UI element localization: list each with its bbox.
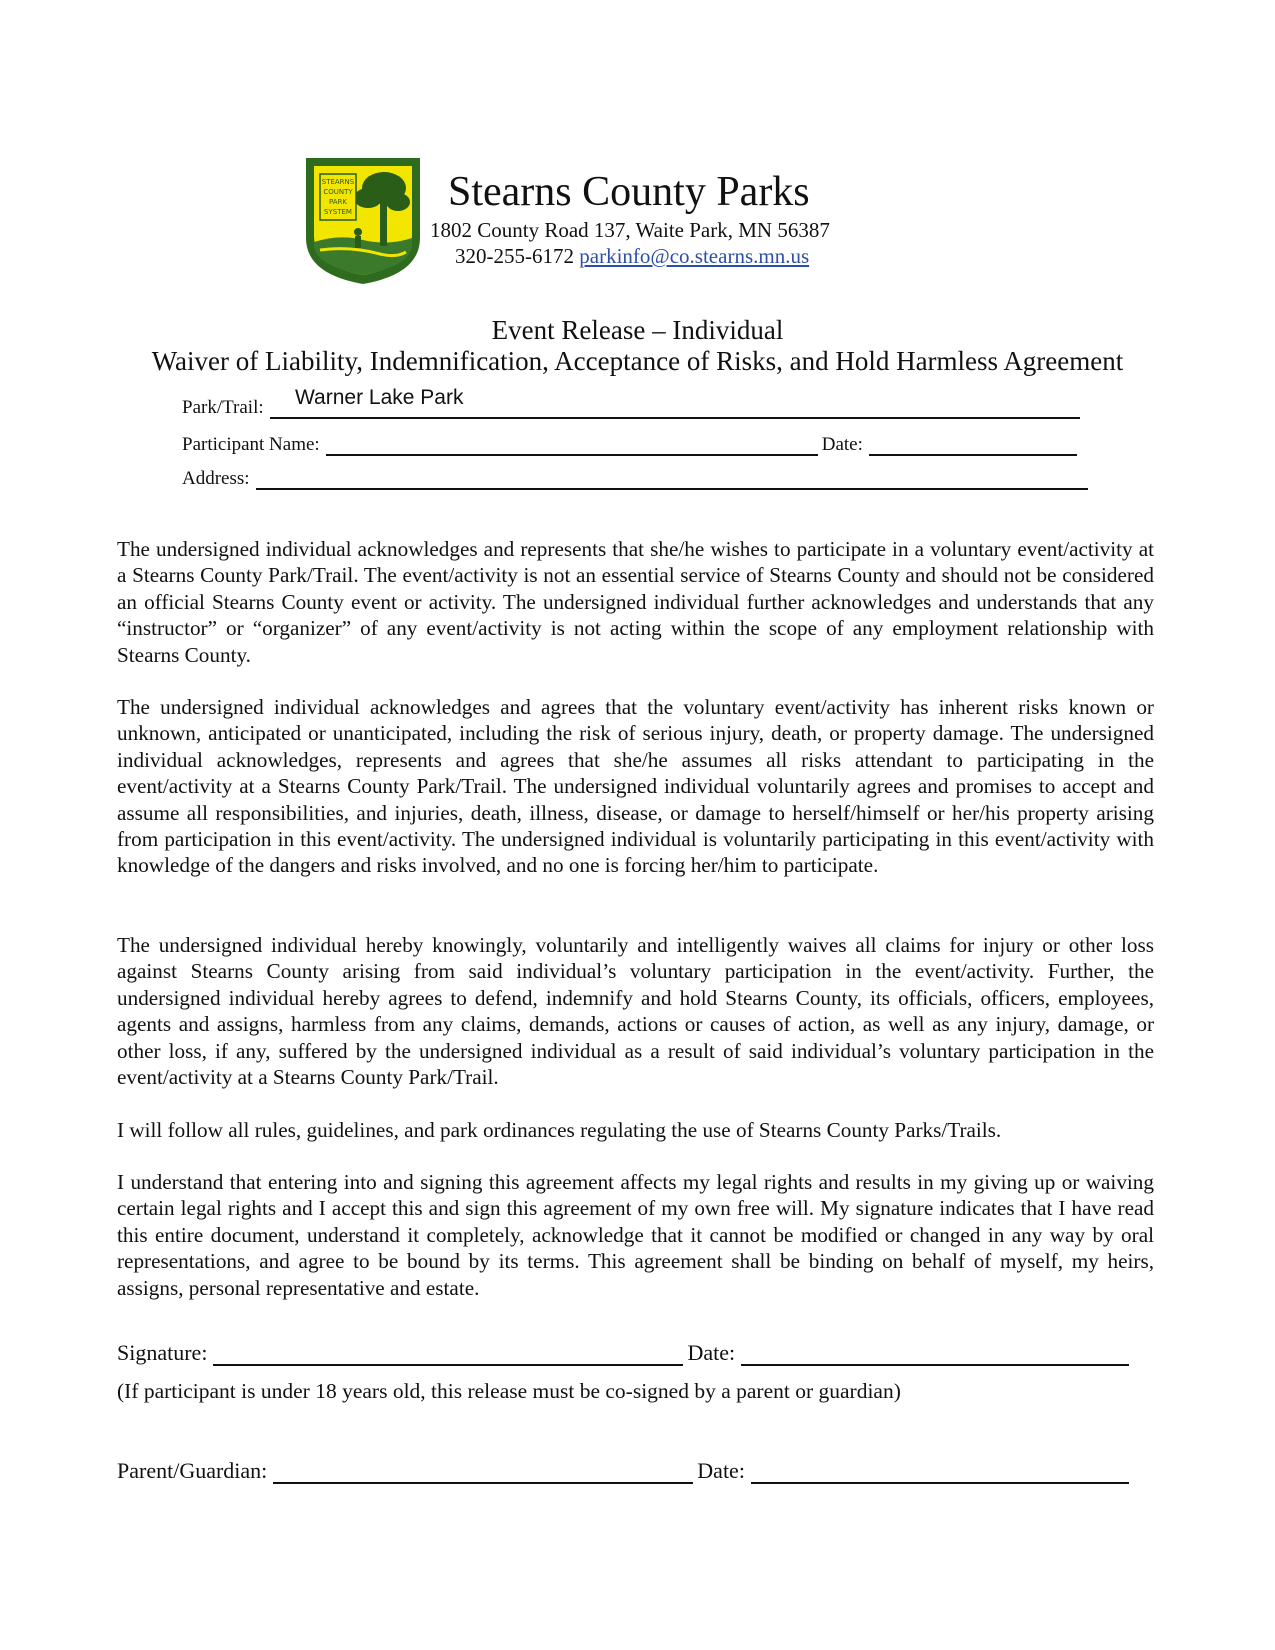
signature-date-input[interactable] [741,1342,1129,1366]
signature-date-label: Date: [687,1340,736,1365]
paragraph-rules: I will follow all rules, guidelines, and park ordinances regulating the use of Stearns County Parks/Trails. [117,1118,1002,1142]
participant-date-label: Date: [821,434,863,455]
org-email-link[interactable]: parkinfo@co.stearns.mn.us [579,244,810,268]
guardian-date-input[interactable] [751,1460,1129,1484]
paragraph-waiver: The undersigned individual hereby knowingly, voluntarily and intelligently waives all claims for injury or other loss against Stearns County arising from said individual’s voluntary participation in the event/activity. Further, the undersigned individual hereby agrees to defend, indemnify and hold Stearns County, its officials, officers, employees, agents and assigns, harmless from any claims, demands, actions or causes of action, as well as any injury, damage, or other loss, if any, suffered by the undersigned individual as a result of said individual’s voluntary participation in the event/activity at a Stearns County Park/Trail. [117,933,1154,1090]
minor-cosign-note: (If participant is under 18 years old, this release must be co-signed by a parent or guardian) [117,1379,901,1403]
participant-name-label: Participant Name: [182,434,320,455]
paragraph-risks: The undersigned individual acknowledges and agrees that the voluntary event/activity has inherent risks known or unknown, anticipated or unanticipated, including the risk of serious injury, death, or property damage. The undersigned individual acknowledges, represents and agrees that she/he assumes all risks attendant to participating in the event/activity at a Stearns County Park/Trail. The undersigned individual voluntarily agrees and promises to accept and assume all responsibilities, and injuries, death, illness, disease, or damage to herself/himself or her/his property arising from participation in this event/activity. The undersigned individual is voluntarily participating in this event/activity with knowledge of the dangers and risks involved, and no one is forcing her/him to participate. [117,695,1154,878]
logo-text-line: COUNTY [323,188,353,196]
participant-date-input[interactable] [869,434,1077,456]
guardian-row [117,1458,1129,1484]
guardian-date-label: Date: [697,1458,745,1483]
document-title: Event Release – Individual [491,315,784,345]
address-field [182,468,1088,490]
org-contact [455,243,809,269]
signature-label: Signature: [117,1340,208,1365]
paragraph-agreement: I understand that entering into and signing this agreement affects my legal rights and results in my giving up or waiving certain legal rights and I accept this and sign this agreement of my own free will. My signature indicates that I have read this entire document, understand it completely, acknowledge that it cannot be modified or changed in any way by oral representations, and agree to be bound by its terms. This agreement shall be binding on behalf of myself, my heirs, assigns, personal representative and estate. [117,1170,1154,1300]
park-trail-value[interactable]: Warner Lake Park [295,386,464,409]
signature-input[interactable] [213,1342,683,1366]
address-input[interactable] [256,468,1088,490]
org-address: 1802 County Road 137, Waite Park, MN 56387 [430,218,830,242]
participant-name-field [182,434,1077,456]
logo-text-line: SYSTEM [324,208,352,216]
park-trail-label: Park/Trail: [182,397,264,418]
logo-text-line: PARK [328,198,348,206]
org-phone: 320-255-6172 [455,244,574,268]
signature-row [117,1340,1129,1366]
address-label: Address: [182,468,250,489]
document-subtitle: Waiver of Liability, Indemnification, Acceptance of Risks, and Hold Harmless Agreement [151,346,1124,376]
guardian-signature-input[interactable] [273,1460,693,1484]
guardian-label: Parent/Guardian: [117,1458,268,1483]
org-name: Stearns County Parks [448,169,810,215]
participant-name-input[interactable] [326,434,818,456]
logo-text-line: STEARNS [321,178,355,186]
stearns-county-parks-logo [300,150,426,286]
paragraph-acknowledgement: The undersigned individual acknowledges and represents that she/he wishes to participate in a voluntary event/activity at a Stearns County Park/Trail. The event/activity is not an essential service of Stearns County and should not be considered an official Stearns County event or activity. The undersigned individual further acknowledges and understands that any “instructor” or “organizer” of any event/activity is not acting within the scope of any employment relationship with Stearns County. [117,537,1154,667]
